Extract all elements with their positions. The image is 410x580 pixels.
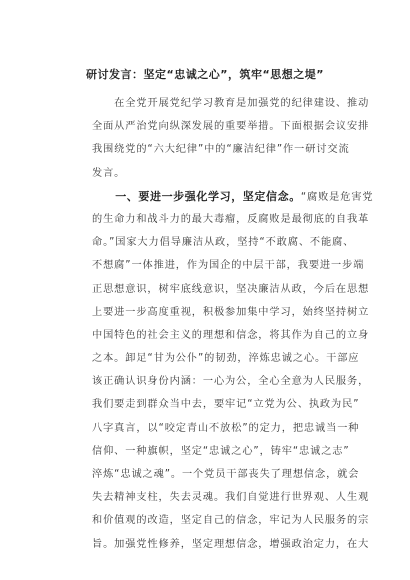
paragraph-line: 八字真言，以“咬定青山不放松”的定力，把忠诚当一种 (92, 422, 360, 434)
paragraph-line: 和价值观的改造，坚定自己的信念，牢记为人民服务的宗 (92, 515, 370, 527)
paragraph-line: 不想腐”一体推进，作为国企的中层干部，我要进一步端 (92, 260, 365, 272)
paragraph-line: 之本。卸足“甘为公仆”的韧劲，淬炼忠诚之心。干部应 (92, 353, 360, 365)
intro-line: 在全党开展党纪学习教育是加强党的纪律建设、推动 (92, 98, 370, 109)
paragraph-line: 失去精神支柱，失去灵魂。我们自觉进行世界观、人生观 (92, 492, 370, 504)
document-title: 研讨发言：坚定“忠诚之心”，筑牢“思想之堤” (86, 68, 324, 81)
paragraph-line: 旨。加强党性修养，坚定理想信念，增强政治定力，在大 (92, 538, 370, 550)
document-body (92, 92, 374, 556)
paragraph-line: 我们要走到群众当中去，要牢记“立党为公、执政为民” (92, 399, 360, 411)
paragraph-line: 的生命力和战斗力的最大毒瘤，反腐败是最彻底的自我革 (92, 213, 370, 225)
paragraph-line: 淬炼“忠诚之魂”。一个党员干部丧失了理想信念，就会 (92, 469, 360, 480)
intro-line: 发言。 (92, 167, 126, 179)
paragraph-line: 正思想意识，树牢底线意识，坚决廉洁从政，今后在思想 (92, 283, 370, 295)
paragraph-line: 上要进一步高度重视，积极参加集中学习，始终坚持树立 (92, 306, 370, 318)
paragraph-line: 该正确认识身份内涵：一心为公，全心全意为人民服务， (92, 376, 370, 388)
section-heading-line (92, 185, 374, 208)
section-heading-continuation: “腐败是危害党 (300, 191, 374, 203)
paragraph-line: 命。”国家大力倡导廉洁从政，坚持“不敢腐、不能腐、 (92, 237, 355, 249)
intro-line: 我围绕党的“六大纪律”中的“廉洁纪律”作一研讨交流 (92, 144, 350, 156)
section-heading: 一、要进一步强化学习，坚定信念。 (92, 189, 301, 203)
paragraph-line: 信仰、一种旗帜，坚定“忠诚之心”，铸牢“忠诚之志” (92, 445, 350, 457)
paragraph-line: 中国特色的社会主义的理想和信念，将其作为自己的立身 (92, 329, 370, 341)
intro-line: 全面从严治党向纵深发展的重要举措。下面根据会议安排 (92, 121, 370, 133)
